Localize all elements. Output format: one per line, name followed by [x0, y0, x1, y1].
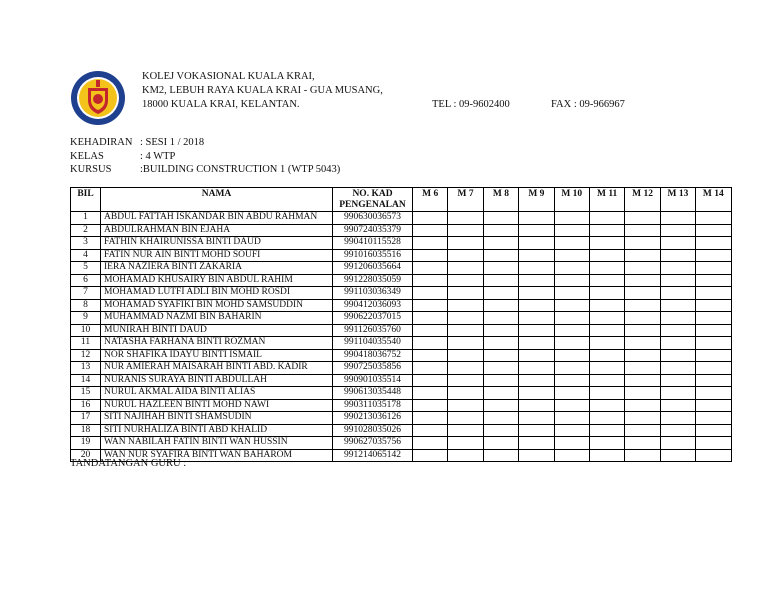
header-week: M 11: [589, 188, 624, 212]
table-row: [71, 399, 732, 412]
attendance-cell[interactable]: [448, 312, 483, 325]
table-row: [71, 212, 732, 225]
row-bil: 8: [71, 299, 101, 312]
row-bil: 2: [71, 224, 101, 237]
header-week: M 12: [625, 188, 660, 212]
attendance-cell[interactable]: [483, 262, 518, 275]
attendance-cell[interactable]: [448, 387, 483, 400]
attendance-cell[interactable]: [413, 249, 448, 262]
attendance-cell[interactable]: [696, 412, 731, 425]
college-name: KOLEJ VOKASIONAL KUALA KRAI,: [142, 71, 315, 82]
attendance-cell[interactable]: [589, 237, 624, 250]
row-no-kad: 991214065142: [333, 449, 413, 462]
attendance-cell[interactable]: [483, 349, 518, 362]
header-week: M 6: [413, 188, 448, 212]
table-row: [71, 412, 732, 425]
attendance-cell[interactable]: [554, 262, 589, 275]
table-row: [71, 237, 732, 250]
attendance-cell[interactable]: [660, 412, 695, 425]
attendance-cell[interactable]: [519, 437, 554, 450]
attendance-cell[interactable]: [483, 274, 518, 287]
attendance-cell[interactable]: [696, 324, 731, 337]
row-bil: 1: [71, 212, 101, 225]
row-no-kad: 991103036349: [333, 287, 413, 300]
attendance-cell[interactable]: [660, 312, 695, 325]
attendance-cell[interactable]: [448, 249, 483, 262]
telephone: TEL : 09-9602400: [432, 99, 510, 110]
attendance-cell[interactable]: [625, 287, 660, 300]
attendance-cell[interactable]: [519, 249, 554, 262]
attendance-cell[interactable]: [413, 349, 448, 362]
attendance-cell[interactable]: [696, 349, 731, 362]
attendance-cell[interactable]: [696, 437, 731, 450]
header-no-kad-line2: PENGENALAN: [339, 200, 406, 210]
row-no-kad: 990412036093: [333, 299, 413, 312]
attendance-cell[interactable]: [448, 337, 483, 350]
attendance-cell[interactable]: [519, 424, 554, 437]
attendance-cell[interactable]: [625, 249, 660, 262]
attendance-cell[interactable]: [448, 437, 483, 450]
attendance-cell[interactable]: [660, 424, 695, 437]
attendance-cell[interactable]: [519, 224, 554, 237]
attendance-cell[interactable]: [589, 387, 624, 400]
attendance-cell[interactable]: [589, 262, 624, 275]
attendance-cell[interactable]: [448, 237, 483, 250]
attendance-cell[interactable]: [519, 287, 554, 300]
attendance-cell[interactable]: [660, 337, 695, 350]
row-nama: NATASHA FARHANA BINTI ROZMAN: [101, 337, 333, 350]
attendance-cell[interactable]: [554, 449, 589, 462]
attendance-cell[interactable]: [554, 387, 589, 400]
attendance-cell[interactable]: [519, 312, 554, 325]
row-no-kad: 990311035178: [333, 399, 413, 412]
row-nama: MOHAMAD LUTFI ADLI BIN MOHD ROSDI: [101, 287, 333, 300]
attendance-cell[interactable]: [448, 374, 483, 387]
attendance-cell[interactable]: [519, 262, 554, 275]
attendance-cell[interactable]: [519, 337, 554, 350]
attendance-cell[interactable]: [483, 312, 518, 325]
kursus-row: [70, 164, 340, 175]
row-no-kad: 990418036752: [333, 349, 413, 362]
row-nama: NURUL AKMAL AIDA BINTI ALIAS: [101, 387, 333, 400]
attendance-cell[interactable]: [413, 212, 448, 225]
table-row: [71, 374, 732, 387]
attendance-cell[interactable]: [589, 412, 624, 425]
attendance-cell[interactable]: [413, 237, 448, 250]
attendance-cell[interactable]: [589, 349, 624, 362]
attendance-cell[interactable]: [554, 287, 589, 300]
row-no-kad: 991104035540: [333, 337, 413, 350]
attendance-cell[interactable]: [660, 287, 695, 300]
attendance-cell[interactable]: [625, 449, 660, 462]
attendance-cell[interactable]: [660, 249, 695, 262]
attendance-cell[interactable]: [483, 412, 518, 425]
row-no-kad: 990627035756: [333, 437, 413, 450]
row-nama: NUR AMIERAH MAISARAH BINTI ABD. KADIR: [101, 362, 333, 375]
attendance-cell[interactable]: [660, 224, 695, 237]
attendance-cell[interactable]: [448, 287, 483, 300]
attendance-cell[interactable]: [589, 212, 624, 225]
attendance-cell[interactable]: [696, 362, 731, 375]
row-nama: NURANIS SURAYA BINTI ABDULLAH: [101, 374, 333, 387]
attendance-cell[interactable]: [554, 249, 589, 262]
attendance-cell[interactable]: [554, 374, 589, 387]
attendance-cell[interactable]: [413, 299, 448, 312]
attendance-cell[interactable]: [660, 262, 695, 275]
attendance-cell[interactable]: [696, 274, 731, 287]
row-nama: SITI NAJIHAH BINTI SHAMSUDIN: [101, 412, 333, 425]
attendance-cell[interactable]: [413, 337, 448, 350]
table-row: [71, 337, 732, 350]
attendance-cell[interactable]: [413, 374, 448, 387]
table-row: [71, 224, 732, 237]
attendance-cell[interactable]: [448, 399, 483, 412]
attendance-cell[interactable]: [625, 362, 660, 375]
row-nama: WAN NABILAH FATIN BINTI WAN HUSSIN: [101, 437, 333, 450]
attendance-cell[interactable]: [413, 437, 448, 450]
attendance-cell[interactable]: [589, 299, 624, 312]
attendance-cell[interactable]: [483, 212, 518, 225]
row-bil: 15: [71, 387, 101, 400]
table-row: [71, 362, 732, 375]
header-no-kad-line1: NO. KAD: [352, 189, 393, 199]
attendance-cell[interactable]: [519, 274, 554, 287]
attendance-cell[interactable]: [413, 399, 448, 412]
attendance-cell[interactable]: [660, 349, 695, 362]
attendance-cell[interactable]: [625, 312, 660, 325]
row-nama: MUNIRAH BINTI DAUD: [101, 324, 333, 337]
attendance-cell[interactable]: [519, 362, 554, 375]
attendance-cell[interactable]: [589, 287, 624, 300]
attendance-cell[interactable]: [519, 324, 554, 337]
row-no-kad: 990410115528: [333, 237, 413, 250]
row-no-kad: 991028035026: [333, 424, 413, 437]
attendance-cell[interactable]: [589, 437, 624, 450]
row-nama: FATIN NUR AIN BINTI MOHD SOUFI: [101, 249, 333, 262]
attendance-cell[interactable]: [448, 349, 483, 362]
attendance-cell[interactable]: [554, 349, 589, 362]
kelas-label: KELAS: [70, 151, 104, 162]
row-nama: NURUL HAZLEEN BINTI MOHD NAWI: [101, 399, 333, 412]
table-row: [71, 287, 732, 300]
kelas-row: [70, 151, 175, 162]
attendance-cell[interactable]: [660, 212, 695, 225]
attendance-cell[interactable]: [696, 399, 731, 412]
attendance-cell[interactable]: [625, 224, 660, 237]
attendance-cell[interactable]: [554, 337, 589, 350]
row-nama: MUHAMMAD NAZMI BIN BAHARIN: [101, 312, 333, 325]
row-nama: NOR SHAFIKA IDAYU BINTI ISMAIL: [101, 349, 333, 362]
header-week: M 8: [483, 188, 518, 212]
row-bil: 19: [71, 437, 101, 450]
attendance-cell[interactable]: [625, 374, 660, 387]
row-bil: 7: [71, 287, 101, 300]
attendance-cell[interactable]: [589, 399, 624, 412]
attendance-cell[interactable]: [483, 237, 518, 250]
attendance-cell[interactable]: [625, 412, 660, 425]
row-bil: 16: [71, 399, 101, 412]
attendance-cell[interactable]: [413, 224, 448, 237]
kursus-value: :BUILDING CONSTRUCTION 1 (WTP 5043): [140, 164, 341, 175]
row-nama: IERA NAZIERA BINTI ZAKARIA: [101, 262, 333, 275]
attendance-cell[interactable]: [696, 224, 731, 237]
attendance-cell[interactable]: [554, 237, 589, 250]
attendance-cell[interactable]: [519, 449, 554, 462]
attendance-cell[interactable]: [483, 362, 518, 375]
attendance-cell[interactable]: [696, 449, 731, 462]
attendance-cell[interactable]: [483, 374, 518, 387]
table-row: [71, 424, 732, 437]
college-emblem-logo: [70, 70, 126, 126]
attendance-cell[interactable]: [483, 324, 518, 337]
attendance-cell[interactable]: [660, 274, 695, 287]
row-bil: 6: [71, 274, 101, 287]
attendance-cell[interactable]: [660, 437, 695, 450]
table-row: [71, 349, 732, 362]
attendance-cell[interactable]: [589, 449, 624, 462]
attendance-cell[interactable]: [413, 262, 448, 275]
attendance-cell[interactable]: [519, 374, 554, 387]
table-row: [71, 299, 732, 312]
attendance-cell[interactable]: [554, 324, 589, 337]
attendance-cell[interactable]: [448, 412, 483, 425]
attendance-cell[interactable]: [483, 299, 518, 312]
row-bil: 20: [71, 449, 101, 462]
attendance-cell[interactable]: [696, 287, 731, 300]
attendance-cell[interactable]: [696, 312, 731, 325]
attendance-cell[interactable]: [696, 387, 731, 400]
attendance-cell[interactable]: [448, 424, 483, 437]
kursus-label: KURSUS: [70, 164, 112, 175]
attendance-cell[interactable]: [625, 299, 660, 312]
attendance-cell[interactable]: [483, 337, 518, 350]
attendance-cell[interactable]: [448, 274, 483, 287]
attendance-cell[interactable]: [625, 387, 660, 400]
attendance-cell[interactable]: [448, 224, 483, 237]
attendance-cell[interactable]: [660, 237, 695, 250]
row-nama: ABDUL FATTAH ISKANDAR BIN ABDU RAHMAN: [101, 212, 333, 225]
row-no-kad: 990724035379: [333, 224, 413, 237]
attendance-cell[interactable]: [696, 212, 731, 225]
attendance-cell[interactable]: [625, 424, 660, 437]
attendance-cell[interactable]: [660, 399, 695, 412]
attendance-cell[interactable]: [696, 374, 731, 387]
header-no-kad: [333, 188, 413, 212]
attendance-cell[interactable]: [625, 212, 660, 225]
table-row: [71, 387, 732, 400]
row-nama: WAN NUR SYAFIRA BINTI WAN BAHAROM: [101, 449, 333, 462]
attendance-cell[interactable]: [625, 437, 660, 450]
attendance-cell[interactable]: [589, 224, 624, 237]
header-week: M 14: [696, 188, 731, 212]
header-week: M 13: [660, 188, 695, 212]
attendance-cell[interactable]: [413, 362, 448, 375]
header-week: M 7: [448, 188, 483, 212]
attendance-cell[interactable]: [413, 424, 448, 437]
attendance-cell[interactable]: [589, 424, 624, 437]
table-row: [71, 249, 732, 262]
address-line-2: 18000 KUALA KRAI, KELANTAN.: [142, 99, 300, 110]
attendance-cell[interactable]: [483, 287, 518, 300]
attendance-cell[interactable]: [696, 299, 731, 312]
attendance-cell[interactable]: [589, 324, 624, 337]
attendance-cell[interactable]: [448, 362, 483, 375]
attendance-cell[interactable]: [413, 412, 448, 425]
attendance-cell[interactable]: [448, 262, 483, 275]
row-no-kad: 990630036573: [333, 212, 413, 225]
attendance-cell[interactable]: [448, 324, 483, 337]
kehadiran-value: : SESI 1 / 2018: [140, 137, 205, 148]
attendance-cell[interactable]: [589, 337, 624, 350]
attendance-cell[interactable]: [413, 312, 448, 325]
row-nama: SITI NURHALIZA BINTI ABD KHALID: [101, 424, 333, 437]
table-row: [71, 274, 732, 287]
row-no-kad: 990213036126: [333, 412, 413, 425]
attendance-cell[interactable]: [483, 387, 518, 400]
row-bil: 17: [71, 412, 101, 425]
row-bil: 9: [71, 312, 101, 325]
attendance-cell[interactable]: [660, 362, 695, 375]
row-nama: ABDULRAHMAN BIN EJAHA: [101, 224, 333, 237]
row-bil: 13: [71, 362, 101, 375]
attendance-cell[interactable]: [696, 337, 731, 350]
attendance-cell[interactable]: [483, 224, 518, 237]
attendance-cell[interactable]: [519, 212, 554, 225]
attendance-cell[interactable]: [448, 299, 483, 312]
row-bil: 18: [71, 424, 101, 437]
signature-label: TANDATANGAN GURU :: [70, 458, 187, 469]
table-row: [71, 262, 732, 275]
attendance-cell[interactable]: [554, 399, 589, 412]
kelas-value: : 4 WTP: [140, 151, 176, 162]
attendance-cell[interactable]: [448, 212, 483, 225]
attendance-cell[interactable]: [589, 312, 624, 325]
row-bil: 10: [71, 324, 101, 337]
attendance-cell[interactable]: [589, 362, 624, 375]
attendance-cell[interactable]: [519, 349, 554, 362]
attendance-cell[interactable]: [554, 312, 589, 325]
row-no-kad: 991228035059: [333, 274, 413, 287]
row-bil: 5: [71, 262, 101, 275]
row-bil: 14: [71, 374, 101, 387]
attendance-cell[interactable]: [413, 274, 448, 287]
header-bil: BIL: [71, 188, 101, 212]
attendance-cell[interactable]: [625, 324, 660, 337]
attendance-cell[interactable]: [554, 362, 589, 375]
attendance-cell[interactable]: [519, 299, 554, 312]
attendance-cell[interactable]: [413, 287, 448, 300]
attendance-cell[interactable]: [660, 374, 695, 387]
row-no-kad: 990622037015: [333, 312, 413, 325]
address-line-1: KM2, LEBUH RAYA KUALA KRAI - GUA MUSANG,: [142, 85, 383, 96]
header-nama: NAMA: [101, 188, 333, 212]
attendance-cell[interactable]: [554, 412, 589, 425]
row-no-kad: 990901035514: [333, 374, 413, 387]
attendance-cell[interactable]: [660, 387, 695, 400]
attendance-cell[interactable]: [589, 249, 624, 262]
header-week: M 9: [519, 188, 554, 212]
attendance-cell[interactable]: [413, 324, 448, 337]
attendance-cell[interactable]: [554, 299, 589, 312]
attendance-cell[interactable]: [625, 337, 660, 350]
row-bil: 4: [71, 249, 101, 262]
kehadiran-label: KEHADIRAN: [70, 137, 133, 148]
attendance-cell[interactable]: [696, 249, 731, 262]
row-no-kad: 990613035448: [333, 387, 413, 400]
row-nama: MOHAMAD KHUSAIRY BIN ABDUL RAHIM: [101, 274, 333, 287]
attendance-cell[interactable]: [519, 387, 554, 400]
table-row: [71, 324, 732, 337]
attendance-cell[interactable]: [413, 387, 448, 400]
attendance-cell[interactable]: [696, 237, 731, 250]
attendance-cell[interactable]: [554, 424, 589, 437]
row-bil: 12: [71, 349, 101, 362]
fax: FAX : 09-966967: [551, 99, 625, 110]
table-row: [71, 437, 732, 450]
attendance-cell[interactable]: [589, 374, 624, 387]
row-bil: 11: [71, 337, 101, 350]
attendance-cell[interactable]: [448, 449, 483, 462]
attendance-table: [70, 187, 732, 462]
table-row: [71, 312, 732, 325]
table-header-row: [71, 188, 732, 212]
attendance-cell[interactable]: [483, 399, 518, 412]
row-bil: 3: [71, 237, 101, 250]
attendance-cell[interactable]: [696, 424, 731, 437]
attendance-cell[interactable]: [660, 449, 695, 462]
attendance-cell[interactable]: [554, 437, 589, 450]
attendance-cell[interactable]: [625, 399, 660, 412]
attendance-cell[interactable]: [589, 274, 624, 287]
kehadiran-row: [70, 137, 204, 148]
attendance-cell[interactable]: [554, 212, 589, 225]
row-no-kad: 990725035856: [333, 362, 413, 375]
attendance-cell[interactable]: [625, 262, 660, 275]
attendance-cell[interactable]: [519, 399, 554, 412]
attendance-cell[interactable]: [660, 299, 695, 312]
attendance-cell[interactable]: [483, 437, 518, 450]
attendance-cell[interactable]: [554, 274, 589, 287]
row-no-kad: 991206035664: [333, 262, 413, 275]
table-body: [71, 212, 732, 462]
attendance-cell[interactable]: [625, 274, 660, 287]
attendance-cell[interactable]: [554, 224, 589, 237]
attendance-cell[interactable]: [519, 412, 554, 425]
attendance-cell[interactable]: [625, 349, 660, 362]
attendance-cell[interactable]: [483, 249, 518, 262]
attendance-cell[interactable]: [625, 237, 660, 250]
row-nama: FATHIN KHAIRUNISSA BINTI DAUD: [101, 237, 333, 250]
attendance-cell[interactable]: [519, 237, 554, 250]
row-no-kad: 991016035516: [333, 249, 413, 262]
attendance-cell[interactable]: [660, 324, 695, 337]
attendance-cell[interactable]: [696, 262, 731, 275]
attendance-cell[interactable]: [483, 449, 518, 462]
row-no-kad: 991126035760: [333, 324, 413, 337]
row-nama: MOHAMAD SYAFIKI BIN MOHD SAMSUDDIN: [101, 299, 333, 312]
attendance-cell[interactable]: [413, 449, 448, 462]
attendance-cell[interactable]: [483, 424, 518, 437]
header-week: M 10: [554, 188, 589, 212]
